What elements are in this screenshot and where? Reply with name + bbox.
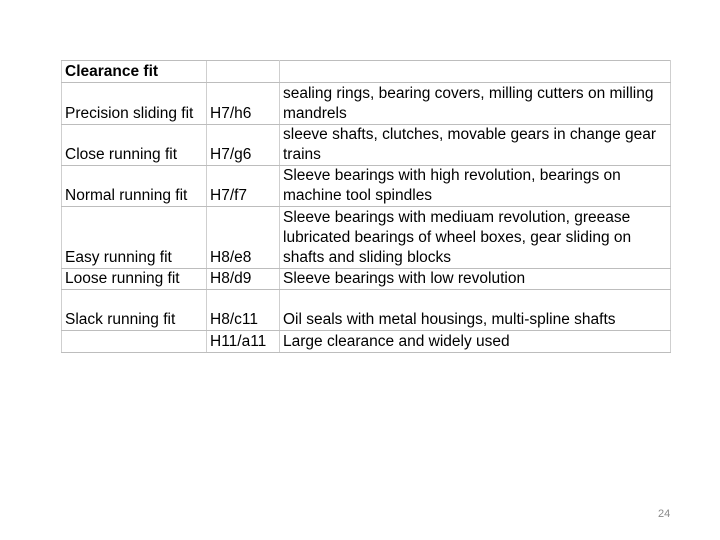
fit-name: Slack running fit xyxy=(62,290,207,331)
fit-use: sleeve shafts, clutches, movable gears in change gear trains xyxy=(280,125,671,166)
table-row xyxy=(62,290,671,331)
table-title: Clearance fit xyxy=(62,61,207,83)
table-row xyxy=(62,166,671,207)
fit-code: H8/d9 xyxy=(207,269,280,290)
fit-use: Sleeve bearings with high revolution, bearings on machine tool spindles xyxy=(280,166,671,207)
fit-code: H7/f7 xyxy=(207,166,280,207)
table-header-empty xyxy=(207,61,280,83)
fit-name xyxy=(62,331,207,353)
clearance-fit-table xyxy=(61,60,671,353)
fit-name: Loose running fit xyxy=(62,269,207,290)
page-number: 24 xyxy=(658,508,671,520)
fit-code: H7/g6 xyxy=(207,125,280,166)
fit-use: Oil seals with metal housings, multi-spline shafts xyxy=(280,290,671,331)
fit-use: sealing rings, bearing covers, milling cutters on milling mandrels xyxy=(280,83,671,125)
table-header-empty xyxy=(280,61,671,83)
fit-code: H8/c11 xyxy=(207,290,280,331)
table-header-row xyxy=(62,61,671,83)
table-row xyxy=(62,269,671,290)
fit-code: H7/h6 xyxy=(207,83,280,125)
table-row xyxy=(62,125,671,166)
fit-use: Sleeve bearings with low revolution xyxy=(280,269,671,290)
fit-use: Sleeve bearings with mediuam revolution, greease lubricated bearings of wheel boxes, gear sliding on shafts and sliding blocks xyxy=(280,207,671,269)
fit-use: Large clearance and widely used xyxy=(280,331,671,353)
fit-code: H11/a11 xyxy=(207,331,280,353)
table-row xyxy=(62,331,671,353)
fit-name: Close running fit xyxy=(62,125,207,166)
fit-name: Normal running fit xyxy=(62,166,207,207)
fit-code: H8/e8 xyxy=(207,207,280,269)
table-row xyxy=(62,207,671,269)
fit-name: Easy running fit xyxy=(62,207,207,269)
fit-name: Precision sliding fit xyxy=(62,83,207,125)
table-row xyxy=(62,83,671,125)
